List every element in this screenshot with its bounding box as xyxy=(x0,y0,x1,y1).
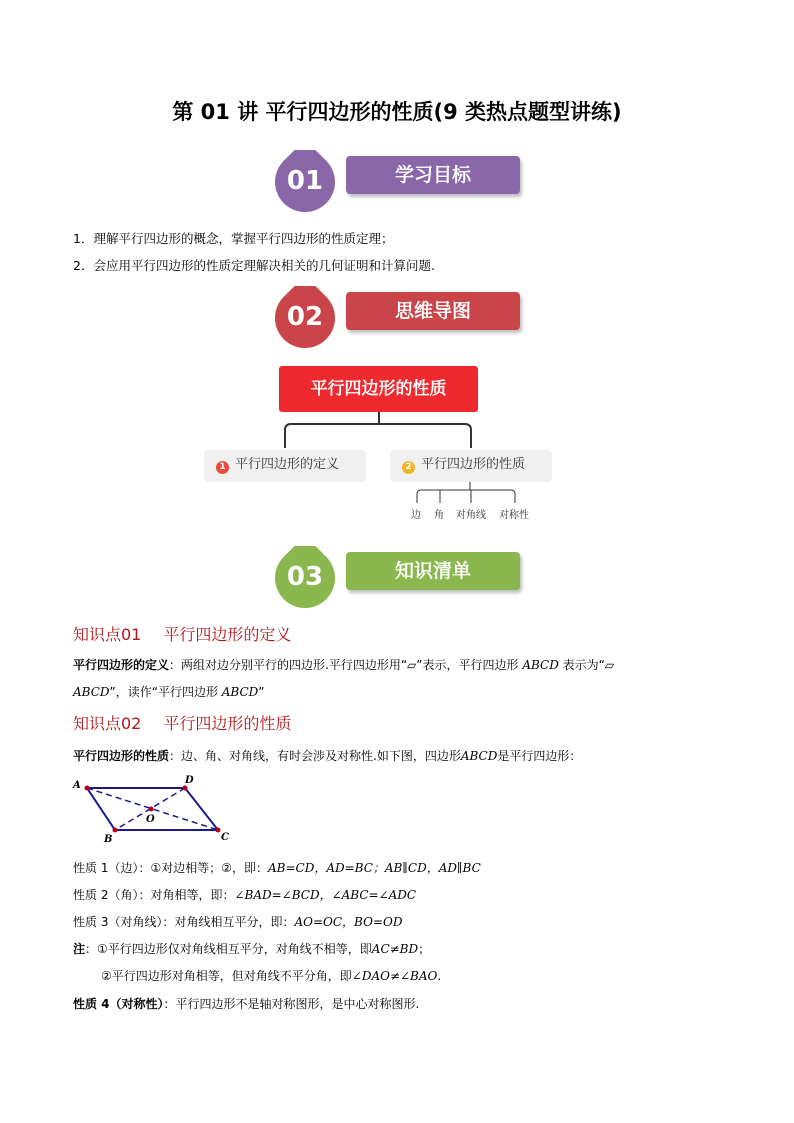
note1-text: ：①平行四边形仅对角线相互平分，对角线不相等，即 xyxy=(85,942,372,956)
note-2 xyxy=(101,967,441,984)
kp1-heading xyxy=(73,622,291,645)
label-c: C xyxy=(221,832,229,843)
mindmap-node-definition xyxy=(204,450,366,482)
kp2-heading-title: 平行四边形的性质 xyxy=(163,714,292,733)
note2-end: . xyxy=(437,969,442,983)
p1-label: 性质 1（边） xyxy=(73,861,139,875)
point-c xyxy=(216,828,221,833)
kp1-paragraph-cont xyxy=(73,683,265,700)
p3-label: 性质 3（对角线） xyxy=(73,915,163,929)
section-03-banner: 知识清单 xyxy=(346,552,520,590)
p2-text: ：对角相等，即： xyxy=(138,888,235,902)
note-label: 注 xyxy=(73,942,86,956)
node-2-badge: 2 xyxy=(402,461,415,474)
leaf-angle: 角 xyxy=(434,510,444,521)
mindmap-root: 平行四边形的性质 xyxy=(279,366,478,412)
leaf-symmetry: 对称性 xyxy=(499,510,529,521)
kp1-abcd-3: ABCD xyxy=(221,685,259,699)
property-2 xyxy=(73,886,416,903)
kp2-text1: ：边、角、对角线，有时会涉及对称性.如下图，四边形 xyxy=(169,749,461,763)
property-4 xyxy=(73,995,419,1012)
p2-math: ∠BAD=∠BCD，∠ABC=∠ADC xyxy=(234,888,417,902)
p3-text: ：对角线相互平分，即： xyxy=(162,915,295,929)
kp2-abcd: ABCD xyxy=(460,749,498,763)
property-1 xyxy=(73,859,481,876)
point-d xyxy=(183,786,188,791)
note1-end: ； xyxy=(418,942,431,956)
kp1-text4: ” xyxy=(258,685,265,699)
section-02-banner: 思维导图 xyxy=(346,292,520,330)
point-o xyxy=(149,807,154,812)
node-2-label: 平行四边形的性质 xyxy=(421,457,526,472)
property-3 xyxy=(73,913,402,930)
kp1-heading-number: 知识点01 xyxy=(73,625,142,644)
p2-label: 性质 2（角） xyxy=(73,888,139,902)
p4-label: 性质 4（对称性） xyxy=(73,997,164,1011)
kp2-intro xyxy=(73,747,581,764)
label-o: O xyxy=(146,814,155,825)
note2-text: ②平行四边形对角相等，但对角线不平分角，即 xyxy=(101,969,352,983)
p4-text: ：平行四边形不是轴对称图形，是中心对称图形. xyxy=(163,997,420,1011)
kp2-term: 平行四边形的性质 xyxy=(73,749,170,763)
node-1-label: 平行四边形的定义 xyxy=(235,457,340,472)
kp1-term: 平行四边形的定义 xyxy=(73,658,170,672)
kp1-abcd-2: ABCD xyxy=(73,685,110,699)
section-01-header xyxy=(270,150,530,210)
objective-2: 2．会应用平行四边形的性质定理解决相关的几何证明和计算问题. xyxy=(73,258,435,273)
label-a: A xyxy=(73,780,81,791)
section-01-number: 01 xyxy=(286,166,324,196)
p1-math: AB=CD，AD=BC；AB∥CD，AD∥BC xyxy=(267,861,481,875)
note2-math: ∠DAO≠∠BAO xyxy=(351,969,438,983)
kp2-heading-number: 知识点02 xyxy=(73,714,142,733)
section-01-banner: 学习目标 xyxy=(346,156,520,194)
section-02-number: 02 xyxy=(286,302,324,332)
page-title: 第 01 讲 平行四边形的性质(9 类热点题型讲练) xyxy=(172,100,622,124)
kp1-text1: ：两组对边分别平行的四边形.平行四边形用“▱”表示，平行四边形 xyxy=(169,658,523,672)
point-a xyxy=(85,786,90,791)
section-02-header xyxy=(270,286,530,346)
kp1-text3: ”，读作“平行四边形 xyxy=(109,685,222,699)
kp2-text2: 是平行四边形： xyxy=(497,749,582,763)
note1-math: AC≠BD xyxy=(371,942,419,956)
p3-math: AO=OC，BO=OD xyxy=(294,915,403,929)
section-03-header xyxy=(270,546,530,606)
mindmap-node-properties xyxy=(390,450,552,482)
objective-1: 1．理解平行四边形的概念，掌握平行四边形的性质定理； xyxy=(73,231,394,246)
p1-text: ：①对边相等；②，即： xyxy=(138,861,268,875)
kp2-heading xyxy=(73,711,291,734)
label-d: D xyxy=(185,775,194,786)
leaf-diagonal: 对角线 xyxy=(456,510,486,521)
parallelogram-figure xyxy=(70,774,240,844)
kp1-heading-title: 平行四边形的定义 xyxy=(163,625,292,644)
kp1-abcd-1: ABCD xyxy=(522,658,559,672)
kp1-paragraph xyxy=(73,656,614,673)
kp1-text2: 表示为“▱ xyxy=(558,658,615,672)
label-b: B xyxy=(104,834,113,844)
note-1 xyxy=(73,940,430,957)
section-03-number: 03 xyxy=(286,562,324,592)
node-1-badge: 1 xyxy=(216,461,229,474)
leaf-side: 边 xyxy=(411,510,421,521)
point-b xyxy=(113,828,118,833)
